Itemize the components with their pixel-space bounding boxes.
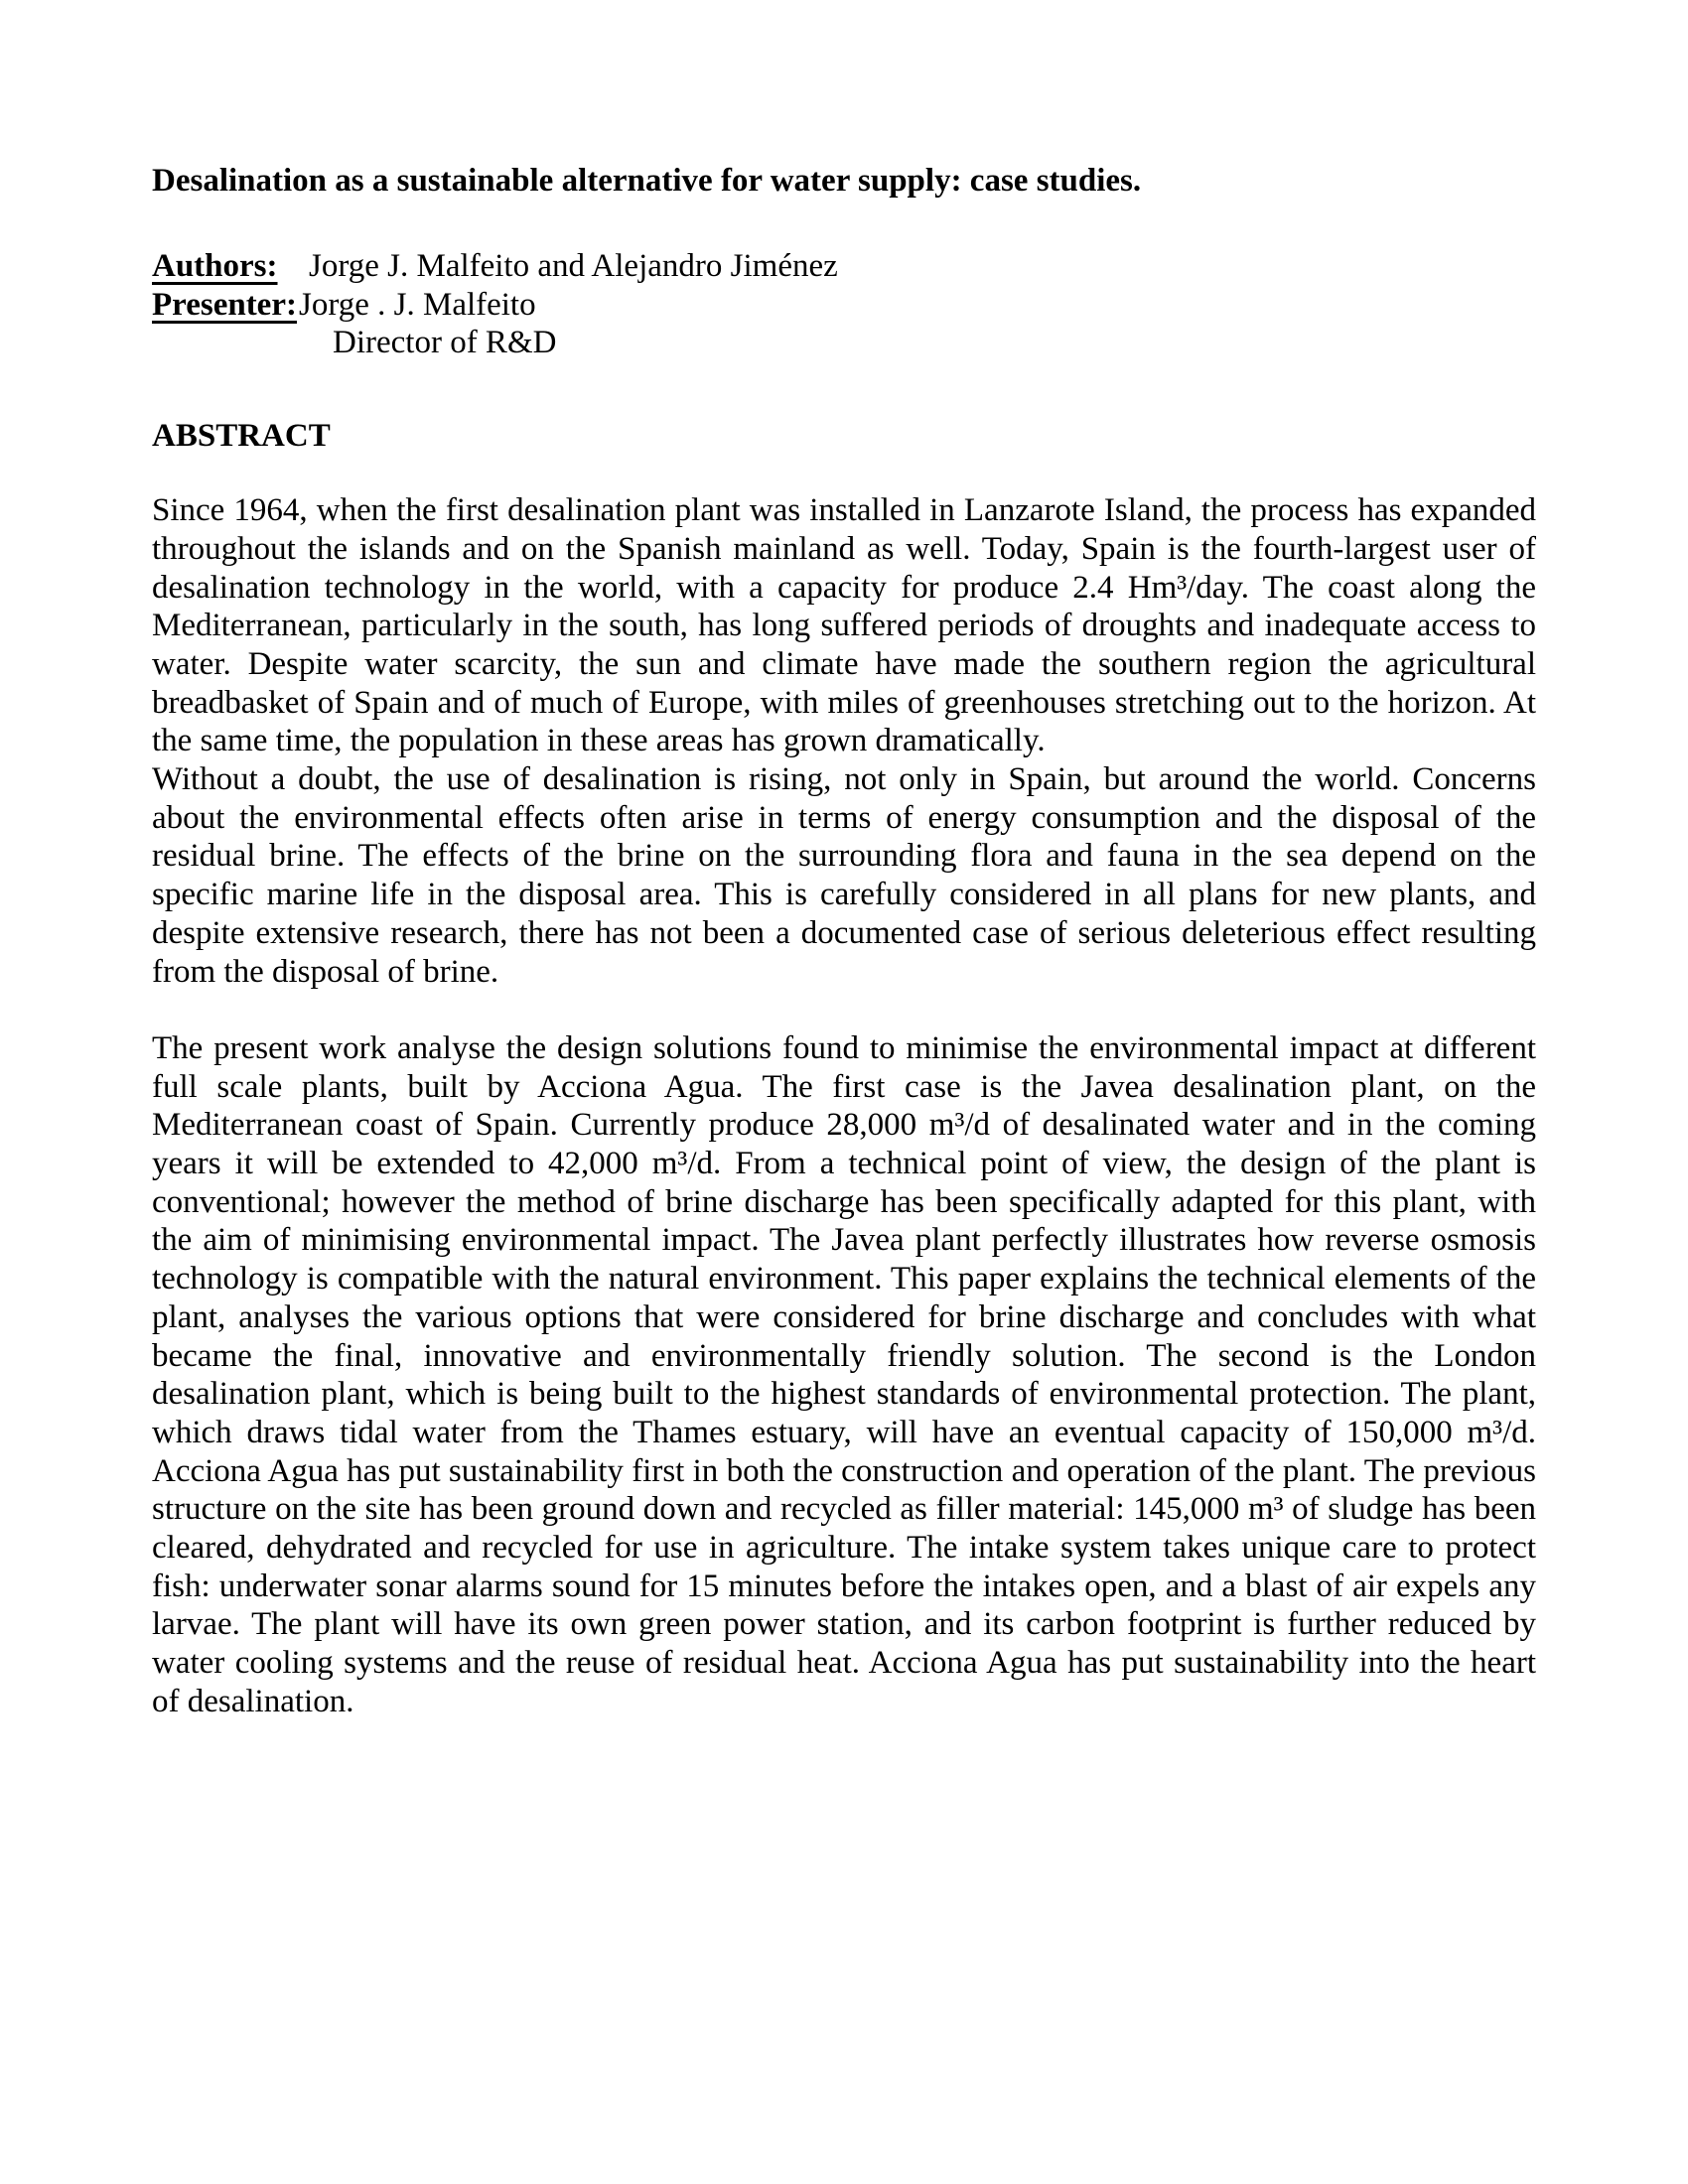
abstract-body bbox=[152, 491, 1536, 1720]
abstract-paragraph-3: The present work analyse the design solutions found to minimise the environmental impact at different full scale plants, built by Acciona Agua. The first case is the Javea desalination plant, on the Mediterranean coast of Spain. Currently produce 28,000 m³/d of desalinated water and in the coming years it will be extended to 42,000 m³/d. From a technical point of view, the design of the plant is conventional; however the method of brine discharge has been specifically adapted for this plant, with the aim of minimising environmental impact. The Javea plant perfectly illustrates how reverse osmosis technology is compatible with the natural environment. This paper explains the technical elements of the plant, analyses the various options that were considered for brine discharge and concludes with what became the final, innovative and environmentally friendly solution. The second is the London desalination plant, which is being built to the highest standards of environmental protection. The plant, which draws tidal water from the Thames estuary, will have an eventual capacity of 150,000 m³/d. Acciona Agua has put sustainability first in both the construction and operation of the plant. The previous structure on the site has been ground down and recycled as filler material: 145,000 m³ of sludge has been cleared, dehydrated and recycled for use in agriculture. The intake system takes unique care to protect fish: underwater sonar alarms sound for 15 minutes before the intakes open, and a blast of air expels any larvae. The plant will have its own green power station, and its carbon footprint is further reduced by water cooling systems and the reuse of residual heat. Acciona Agua has put sustainability into the heart of desalination. bbox=[152, 1029, 1536, 1719]
presenter-value: Jorge . J. Malfeito bbox=[299, 286, 536, 323]
presenter-role: Director of R&D bbox=[333, 325, 557, 361]
presenter-label: Presenter: bbox=[152, 286, 297, 323]
authors-label: Authors: bbox=[152, 248, 278, 284]
presenter-role-row bbox=[152, 324, 1536, 362]
paper-title: Desalination as a sustainable alternative for water supply: case studies. bbox=[152, 163, 1142, 199]
authors-value: Jorge J. Malfeito and Alejandro Jiménez bbox=[309, 248, 838, 284]
authors-row bbox=[152, 247, 1536, 286]
byline-block bbox=[152, 247, 1536, 362]
abstract-paragraph-2: Without a doubt, the use of desalination is rising, not only in Spain, but around the world. Concerns about the environmental effects often arise in terms of energy consumption and the disposal of the residual brine. The effects of the brine on the surrounding flora and fauna in the sea depend on the specific marine life in the disposal area. This is carefully considered in all plans for new plants, and despite extensive research, there has not been a documented case of serious deleterious effect resulting from the disposal of brine. bbox=[152, 761, 1536, 990]
abstract-paragraph-1: Since 1964, when the first desalination plant was installed in Lanzarote Island, the process has expanded throughout the islands and on the Spanish mainland as well. Today, Spain is the fourth-largest user of desalination technology in the world, with a capacity for produce 2.4 Hm³/day. The coast along the Mediterranean, particularly in the south, has long suffered periods of droughts and inadequate access to water. Despite water scarcity, the sun and climate have made the southern region the agricultural breadbasket of Spain and of much of Europe, with miles of greenhouses stretching out to the horizon. At the same time, the population in these areas has grown dramatically. bbox=[152, 492, 1536, 759]
abstract-heading: ABSTRACT bbox=[152, 418, 331, 455]
presenter-row bbox=[152, 286, 1536, 325]
